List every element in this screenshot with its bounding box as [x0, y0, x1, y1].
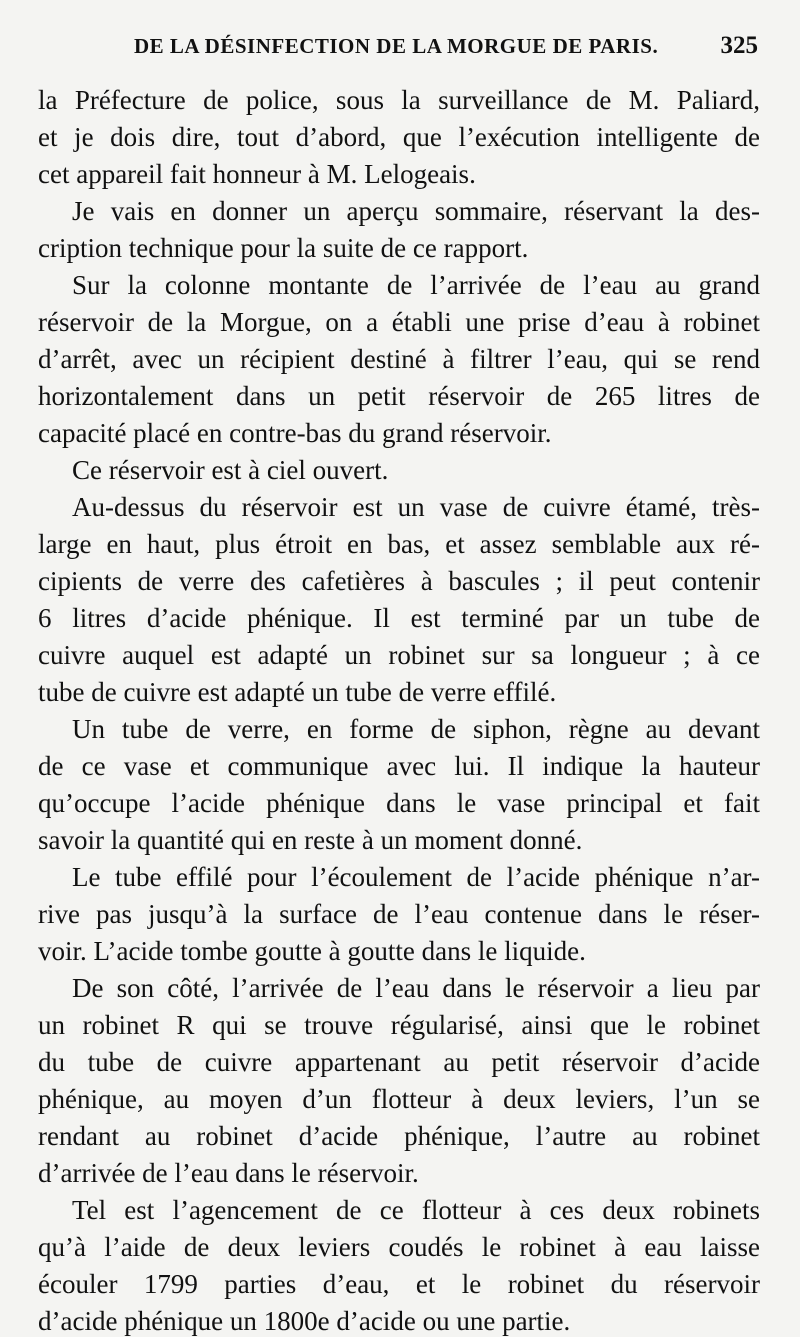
body-text [38, 82, 760, 1337]
text-line: d’acide phénique un 1800e d’acide ou une partie. [38, 1306, 571, 1336]
text-line: qu’à l’aide de deux leviers coudés le robinet à eau laisse [38, 1232, 760, 1262]
text-line: voir. L’acide tombe goutte à goutte dans le liquide. [38, 936, 586, 966]
running-title: DE LA DÉSINFECTION DE LA MORGUE DE PARIS. [134, 34, 659, 58]
text-line: rendant au robinet d’acide phénique, l’autre au robinet [38, 1121, 760, 1151]
text-line: horizontalement dans un petit réservoir de 265 litres de [38, 381, 760, 411]
text-line: cuivre auquel est adapté un robinet sur sa longueur ; à ce [38, 640, 760, 670]
text-line: Tel est l’agencement de ce flotteur à ces deux robinets [72, 1195, 760, 1225]
text-line: Je vais en donner un aperçu sommaire, réservant la des- [72, 196, 760, 226]
text-line: rive pas jusqu’à la surface de l’eau contenue dans le réser- [38, 899, 760, 929]
text-line: réservoir de la Morgue, on a établi une prise d’eau à robinet [38, 307, 760, 337]
text-line: Sur la colonne montante de l’arrivée de l’eau au grand [72, 270, 760, 300]
text-line: Ce réservoir est à ciel ouvert. [72, 455, 389, 485]
text-line: tube de cuivre est adapté un tube de verre effilé. [38, 677, 557, 707]
text-line: écouler 1799 parties d’eau, et le robinet du réservoir [38, 1269, 760, 1299]
text-line: Au-dessus du réservoir est un vase de cuivre étamé, très- [72, 492, 760, 522]
text-line: de ce vase et communique avec lui. Il indique la hauteur [38, 751, 760, 781]
text-line: cipients de verre des cafetières à bascules ; il peut contenir [38, 566, 760, 596]
text-line: d’arrivée de l’eau dans le réservoir. [38, 1158, 419, 1188]
text-line: qu’occupe l’acide phénique dans le vase principal et fait [38, 788, 760, 818]
text-line: large en haut, plus étroit en bas, et assez semblable aux ré- [38, 529, 760, 559]
text-line: cet appareil fait honneur à M. Lelogeais. [38, 159, 476, 189]
text-line: Le tube effilé pour l’écoulement de l’acide phénique n’ar- [72, 862, 760, 892]
text-line: et je dois dire, tout d’abord, que l’exécution intelligente de [38, 122, 760, 152]
text-line: un robinet R qui se trouve régularisé, ainsi que le robinet [38, 1010, 760, 1040]
text-line: phénique, au moyen d’un flotteur à deux leviers, l’un se [38, 1084, 760, 1114]
text-line: cription technique pour la suite de ce rapport. [38, 233, 529, 263]
text-line: savoir la quantité qui en reste à un moment donné. [38, 825, 583, 855]
text-line: d’arrêt, avec un récipient destiné à filtrer l’eau, qui se rend [38, 344, 760, 374]
running-head [38, 34, 758, 74]
text-line: capacité placé en contre-bas du grand réservoir. [38, 418, 552, 448]
text-line: la Préfecture de police, sous la surveillance de M. Paliard, [38, 85, 760, 115]
text-line: 6 litres d’acide phénique. Il est terminé par un tube de [38, 603, 760, 633]
text-line: Un tube de verre, en forme de siphon, règne au devant [72, 714, 760, 744]
text-line: De son côté, l’arrivée de l’eau dans le réservoir a lieu par [72, 973, 760, 1003]
page-number: 325 [720, 32, 758, 59]
text-line: du tube de cuivre appartenant au petit réservoir d’acide [38, 1047, 760, 1077]
